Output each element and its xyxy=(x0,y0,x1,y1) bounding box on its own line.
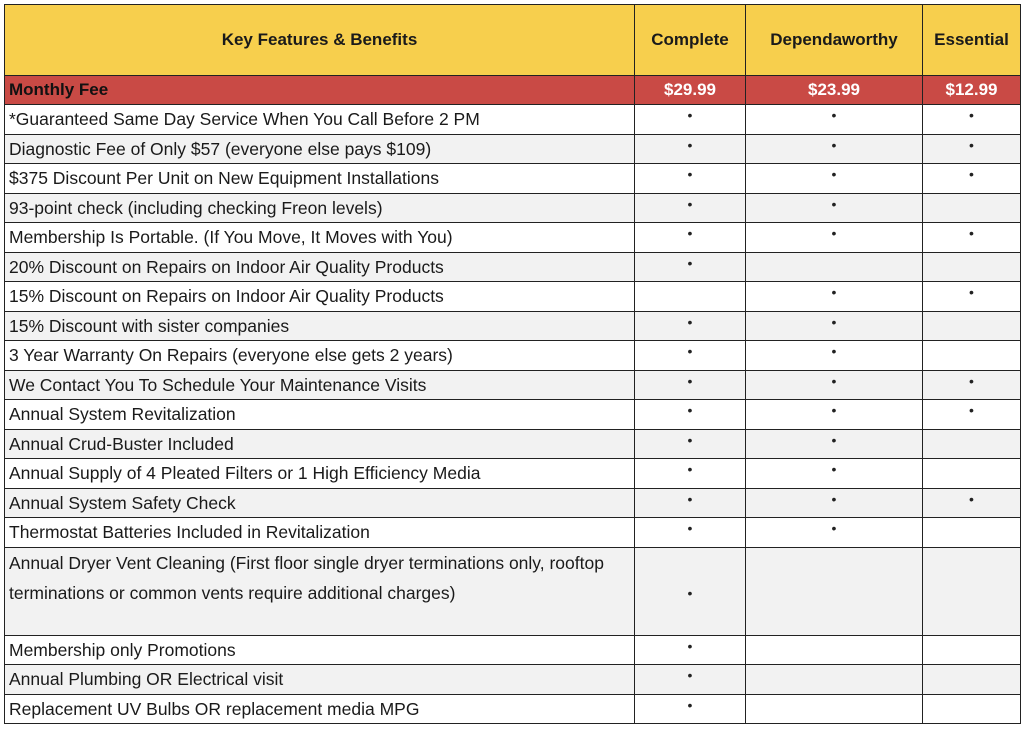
included-mark-essential xyxy=(923,252,1021,282)
price-complete: $29.99 xyxy=(635,76,746,105)
included-mark-essential xyxy=(923,547,1021,635)
table-row xyxy=(5,193,1021,223)
feature-label: Annual System Revitalization xyxy=(5,400,635,430)
included-mark-essential xyxy=(923,429,1021,459)
included-mark-complete: • xyxy=(635,429,746,459)
feature-label: Thermostat Batteries Included in Revitalization xyxy=(5,518,635,548)
feature-label: Annual Dryer Vent Cleaning (First floor single dryer terminations only, rooftop terminations or common vents require additional charges) xyxy=(5,547,635,635)
table-row xyxy=(5,252,1021,282)
table-row xyxy=(5,635,1021,665)
included-mark-essential xyxy=(923,635,1021,665)
monthly-fee-label: Monthly Fee xyxy=(5,76,635,105)
feature-label: Annual Plumbing OR Electrical visit xyxy=(5,665,635,695)
feature-label: Membership only Promotions xyxy=(5,635,635,665)
table-row xyxy=(5,429,1021,459)
included-mark-essential xyxy=(923,694,1021,724)
included-mark-complete: • xyxy=(635,252,746,282)
table-row xyxy=(5,105,1021,135)
included-mark-essential xyxy=(923,193,1021,223)
table-row xyxy=(5,694,1021,724)
included-mark-dependaworthy: • xyxy=(746,518,923,548)
included-mark-dependaworthy xyxy=(746,665,923,695)
feature-label: 15% Discount on Repairs on Indoor Air Quality Products xyxy=(5,282,635,312)
included-mark-complete: • xyxy=(635,488,746,518)
feature-label: Annual System Safety Check xyxy=(5,488,635,518)
included-mark-dependaworthy xyxy=(746,635,923,665)
included-mark-complete: • xyxy=(635,193,746,223)
included-mark-complete: • xyxy=(635,665,746,695)
table-row xyxy=(5,665,1021,695)
included-mark-essential xyxy=(923,518,1021,548)
included-mark-complete: • xyxy=(635,635,746,665)
included-mark-complete: • xyxy=(635,518,746,548)
table-row xyxy=(5,134,1021,164)
feature-label: We Contact You To Schedule Your Maintenance Visits xyxy=(5,370,635,400)
features-column-header: Key Features & Benefits xyxy=(5,5,635,76)
included-mark-essential: • xyxy=(923,134,1021,164)
price-dependaworthy: $23.99 xyxy=(746,76,923,105)
included-mark-dependaworthy: • xyxy=(746,223,923,253)
table-row xyxy=(5,370,1021,400)
table-row xyxy=(5,282,1021,312)
comparison-table-wrapper xyxy=(4,4,1021,724)
price-essential: $12.99 xyxy=(923,76,1021,105)
included-mark-dependaworthy: • xyxy=(746,105,923,135)
feature-label: 15% Discount with sister companies xyxy=(5,311,635,341)
feature-label: 20% Discount on Repairs on Indoor Air Quality Products xyxy=(5,252,635,282)
included-mark-dependaworthy: • xyxy=(746,282,923,312)
included-mark-dependaworthy xyxy=(746,547,923,635)
feature-label: 93-point check (including checking Freon levels) xyxy=(5,193,635,223)
feature-label: $375 Discount Per Unit on New Equipment Installations xyxy=(5,164,635,194)
included-mark-essential: • xyxy=(923,400,1021,430)
included-mark-complete: • xyxy=(635,223,746,253)
included-mark-dependaworthy: • xyxy=(746,370,923,400)
included-mark-dependaworthy xyxy=(746,252,923,282)
monthly-fee-row xyxy=(5,76,1021,105)
table-row xyxy=(5,518,1021,548)
included-mark-complete: • xyxy=(635,400,746,430)
included-mark-essential: • xyxy=(923,370,1021,400)
included-mark-dependaworthy: • xyxy=(746,134,923,164)
included-mark-essential xyxy=(923,311,1021,341)
plan-comparison-table xyxy=(4,4,1021,724)
table-row xyxy=(5,488,1021,518)
feature-label: Annual Crud-Buster Included xyxy=(5,429,635,459)
table-row xyxy=(5,311,1021,341)
included-mark-essential xyxy=(923,459,1021,489)
included-mark-complete: • xyxy=(635,370,746,400)
included-mark-complete: • xyxy=(635,341,746,371)
included-mark-complete: • xyxy=(635,694,746,724)
included-mark-complete: • xyxy=(635,547,746,635)
plan-header-dependaworthy: Dependaworthy xyxy=(746,5,923,76)
included-mark-dependaworthy: • xyxy=(746,311,923,341)
feature-label: *Guaranteed Same Day Service When You Call Before 2 PM xyxy=(5,105,635,135)
included-mark-dependaworthy: • xyxy=(746,341,923,371)
included-mark-dependaworthy: • xyxy=(746,400,923,430)
feature-label: Membership Is Portable. (If You Move, It Moves with You) xyxy=(5,223,635,253)
header-row xyxy=(5,5,1021,76)
table-row xyxy=(5,400,1021,430)
included-mark-complete: • xyxy=(635,459,746,489)
table-row xyxy=(5,459,1021,489)
table-row xyxy=(5,547,1021,635)
feature-label: Replacement UV Bulbs OR replacement media MPG xyxy=(5,694,635,724)
included-mark-dependaworthy: • xyxy=(746,459,923,489)
included-mark-essential: • xyxy=(923,488,1021,518)
feature-label: 3 Year Warranty On Repairs (everyone else gets 2 years) xyxy=(5,341,635,371)
plan-header-essential: Essential xyxy=(923,5,1021,76)
table-row xyxy=(5,223,1021,253)
included-mark-complete: • xyxy=(635,134,746,164)
included-mark-complete xyxy=(635,282,746,312)
included-mark-dependaworthy: • xyxy=(746,488,923,518)
included-mark-essential xyxy=(923,665,1021,695)
included-mark-dependaworthy: • xyxy=(746,164,923,194)
plan-header-complete: Complete xyxy=(635,5,746,76)
feature-label: Diagnostic Fee of Only $57 (everyone else pays $109) xyxy=(5,134,635,164)
included-mark-dependaworthy xyxy=(746,694,923,724)
feature-label: Annual Supply of 4 Pleated Filters or 1 High Efficiency Media xyxy=(5,459,635,489)
included-mark-essential: • xyxy=(923,164,1021,194)
included-mark-essential: • xyxy=(923,223,1021,253)
included-mark-complete: • xyxy=(635,311,746,341)
included-mark-complete: • xyxy=(635,105,746,135)
included-mark-dependaworthy: • xyxy=(746,429,923,459)
included-mark-dependaworthy: • xyxy=(746,193,923,223)
included-mark-complete: • xyxy=(635,164,746,194)
included-mark-essential: • xyxy=(923,282,1021,312)
table-row xyxy=(5,164,1021,194)
table-row xyxy=(5,341,1021,371)
included-mark-essential: • xyxy=(923,105,1021,135)
included-mark-essential xyxy=(923,341,1021,371)
